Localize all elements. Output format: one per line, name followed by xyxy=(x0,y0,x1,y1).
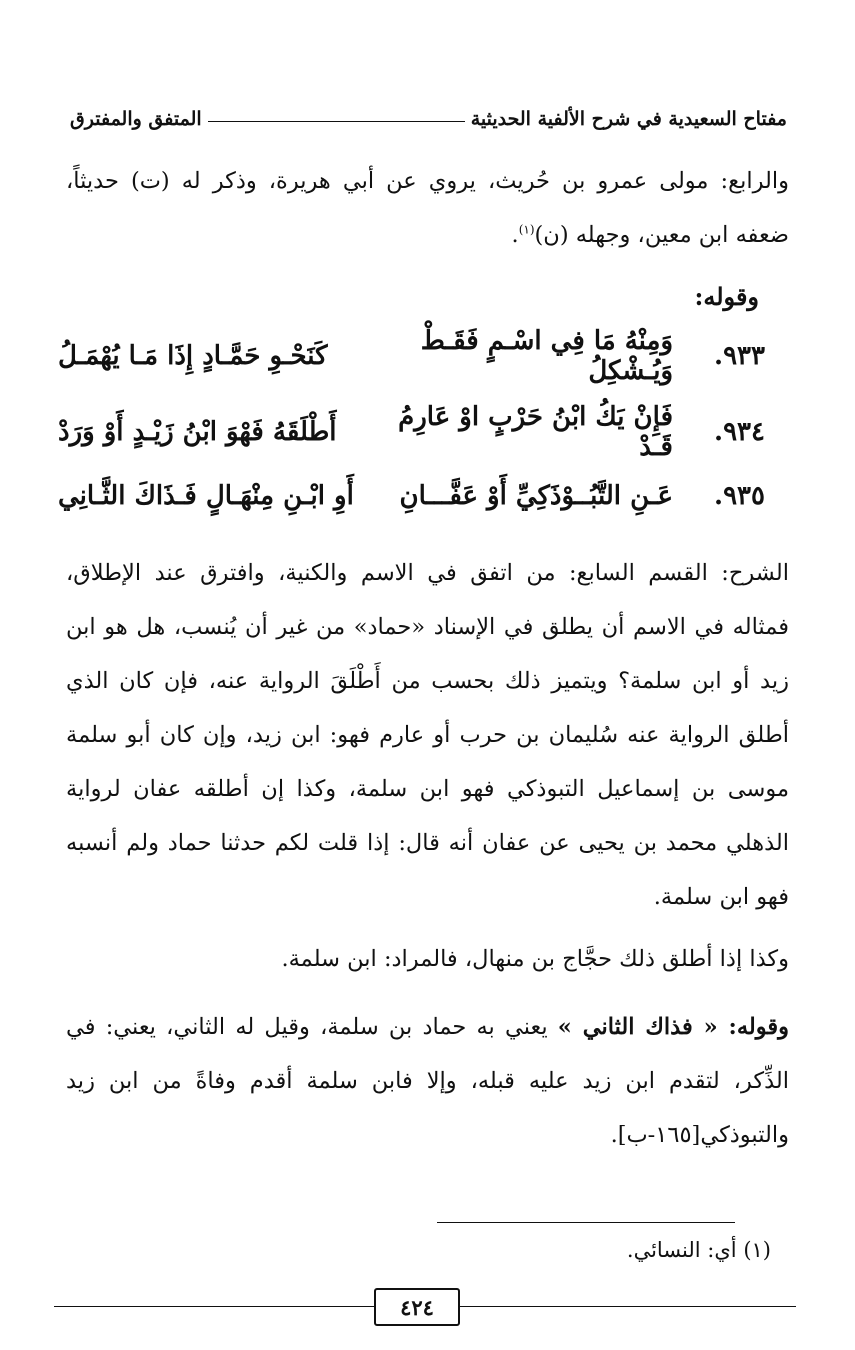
verse-number: ٩٣٣. xyxy=(714,341,765,371)
book-title: مفتاح السعيدية في شرح الألفية الحديثية xyxy=(470,108,787,130)
verse-second-hemistich: أَوِ ابْـنِ مِنْهَـالٍ فَـذَاكَ الثَّـانِي xyxy=(58,481,354,511)
verse-number: ٩٣٤. xyxy=(714,417,765,447)
verse-number: ٩٣٥. xyxy=(714,481,765,511)
quote-label: وقوله: « فذاك الثاني » xyxy=(557,1014,789,1040)
verse-first-hemistich: وَمِنْهُ مَا فِي اسْـمٍ فَقَـطْ وَيُـشْكِلُ xyxy=(420,326,673,386)
paragraph-fadhak-text: يعني به حماد بن سلمة، وقيل له الثاني، يعني: في الذِّكر، لتقدم ابن زيد عليه قبله، وإلا فابن سلمة أقدم وفاةً من ابن زيد والتبوذكي[١٦٥-ب]. xyxy=(66,1014,789,1148)
verse-first-hemistich: فَإِنْ يَكُ ابْنُ حَرْبٍ اوْ عَارِمُ قَـدْ xyxy=(398,402,673,462)
paragraph-hajjaj: وكذا إذا أطلق ذلك حجَّاج بن منهال، فالمراد: ابن سلمة. xyxy=(281,946,789,972)
paragraph-intro: والرابع: مولى عمرو بن حُريث، يروي عن أبي هريرة، وذكر له (ت) حديثاً، ضعفه ابن معين، وجهله (ن)$^{(١)}$. xyxy=(66,168,789,248)
paragraph-fadhak xyxy=(66,1000,789,1162)
footnote: (١) أي: النسائي. xyxy=(626,1238,771,1262)
verse-line xyxy=(58,326,765,386)
verse-second-hemistich: كَنَحْـوِ حَمَّـادٍ إِذَا مَـا يُهْمَـلُ xyxy=(58,341,328,371)
section-title: المتفق والمفترق xyxy=(70,108,202,130)
header-rule xyxy=(208,121,465,122)
paragraph-intro-text: والرابع: مولى عمرو بن حُريث، يروي عن أبي هريرة، وذكر له (ت) حديثاً، ضعفه ابن معين، وجهله (ن) xyxy=(66,168,789,248)
running-header xyxy=(70,100,787,138)
bottom-rule-right xyxy=(456,1306,796,1307)
footnote-marker: (١) xyxy=(518,222,535,237)
bottom-rule-left xyxy=(54,1306,374,1307)
verse-heading: وقوله: xyxy=(694,282,759,311)
verse-line xyxy=(58,466,765,526)
footnote-rule xyxy=(437,1222,735,1223)
verse-line xyxy=(58,402,765,462)
verse-first-hemistich: عَـنِ التَّبُــوْذَكِيِّ أَوْ عَفَّـــانِ xyxy=(399,481,673,511)
page-number: ٤٢٤ xyxy=(374,1288,460,1326)
paragraph-commentary: الشرح: القسم السابع: من اتفق في الاسم والكنية، وافترق عند الإطلاق، فمثاله في الاسم أن يطلق في الإسناد «حماد» من غير أن يُنسب، هل هو ابن زيد أو ابن سلمة؟ ويتميز ذلك بحسب من أَطْلَقَ الرواية عنه، فإن كان الذي أطلق الرواية عنه سُليمان بن حرب أو عارم فهو: ابن زيد، وإن كان أبو سلمة موسى بن إسماعيل التبوذكي فهو ابن سلمة، وكذا إن أطلقه عفان لرواية الذهلي محمد بن يحيى عن عفان أنه قال: إذا قلت لكم حدثنا حماد ولم أنسبه فهو ابن سلمة. xyxy=(66,560,789,910)
verse-second-hemistich: أَطْلَقَهُ فَهْوَ ابْنُ زَيْـدٍ أَوْ وَرَدْ xyxy=(58,417,337,447)
